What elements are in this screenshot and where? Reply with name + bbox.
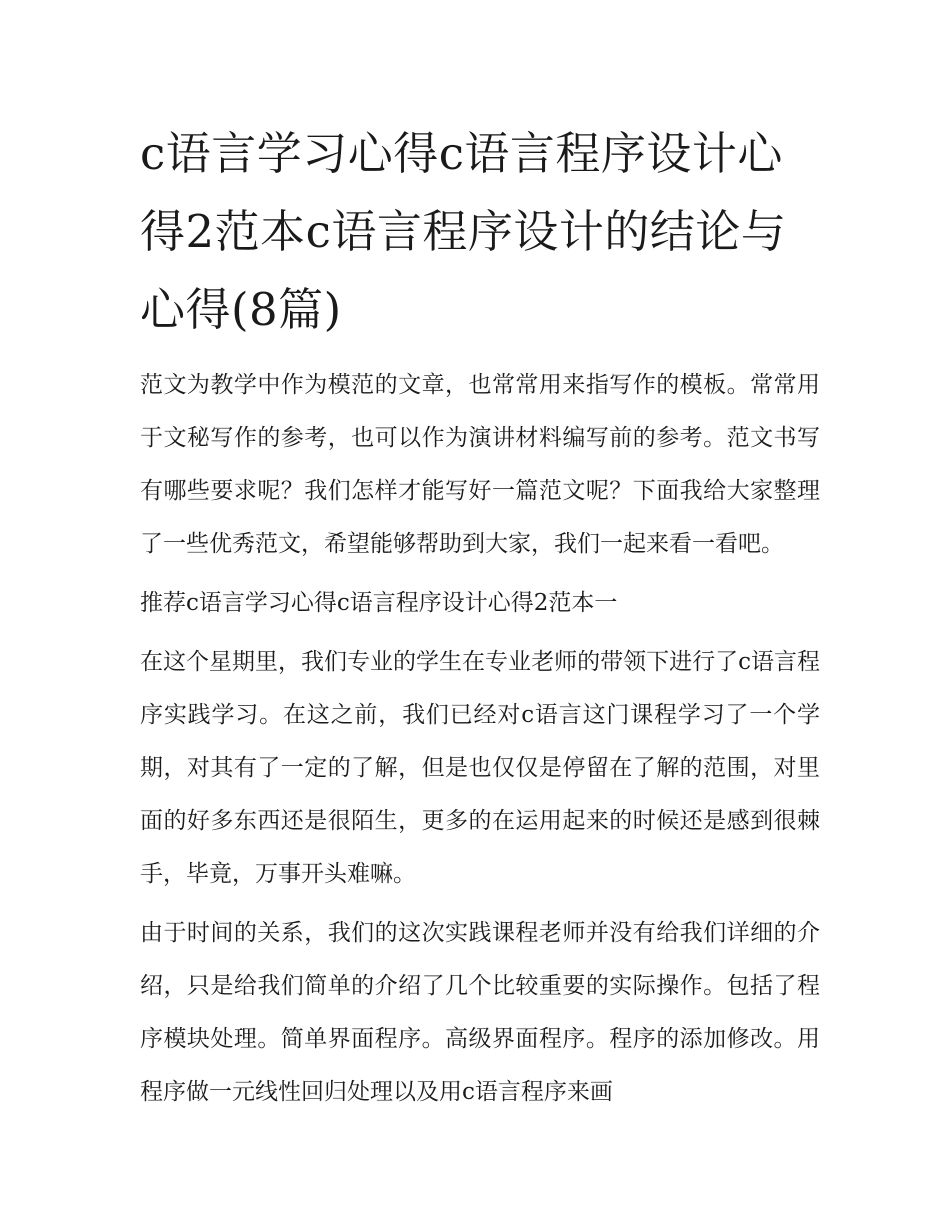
- document-page: [140, 115, 820, 1119]
- intro-paragraph: 范文为教学中作为模范的文章，也常常用来指写作的模板。常常用于文秘写作的参考，也可以作为演讲材料编写前的参考。范文书写有哪些要求呢？我们怎样才能写好一篇范文呢？下面我给大家整理了一些优秀范文，希望能够帮助到大家，我们一起来看一看吧。: [140, 372, 820, 557]
- body-paragraph-1: 在这个星期里，我们专业的学生在专业老师的带领下进行了c语言程序实践学习。在这之前，我们已经对c语言这门课程学习了一个学期，对其有了一定的了解，但是也仅仅是停留在了解的范围，对里面的好多东西还是很陌生，更多的在运用起来的时候还是感到很棘手，毕竟，万事开头难嘛。: [140, 649, 820, 887]
- body-paragraph-2: 由于时间的关系，我们的这次实践课程老师并没有给我们详细的介绍，只是给我们简单的介绍了几个比较重要的实际操作。包括了程序模块处理。简单界面程序。高级界面程序。程序的添加修改。用程序做一元线性回归处理以及用c语言程序来画: [140, 920, 820, 1105]
- document-title: c语言学习心得c语言程序设计心得2范本c语言程序设计的结论与心得(8篇): [140, 127, 787, 336]
- section-heading: 推荐c语言学习心得c语言程序设计心得2范本一: [140, 590, 618, 616]
